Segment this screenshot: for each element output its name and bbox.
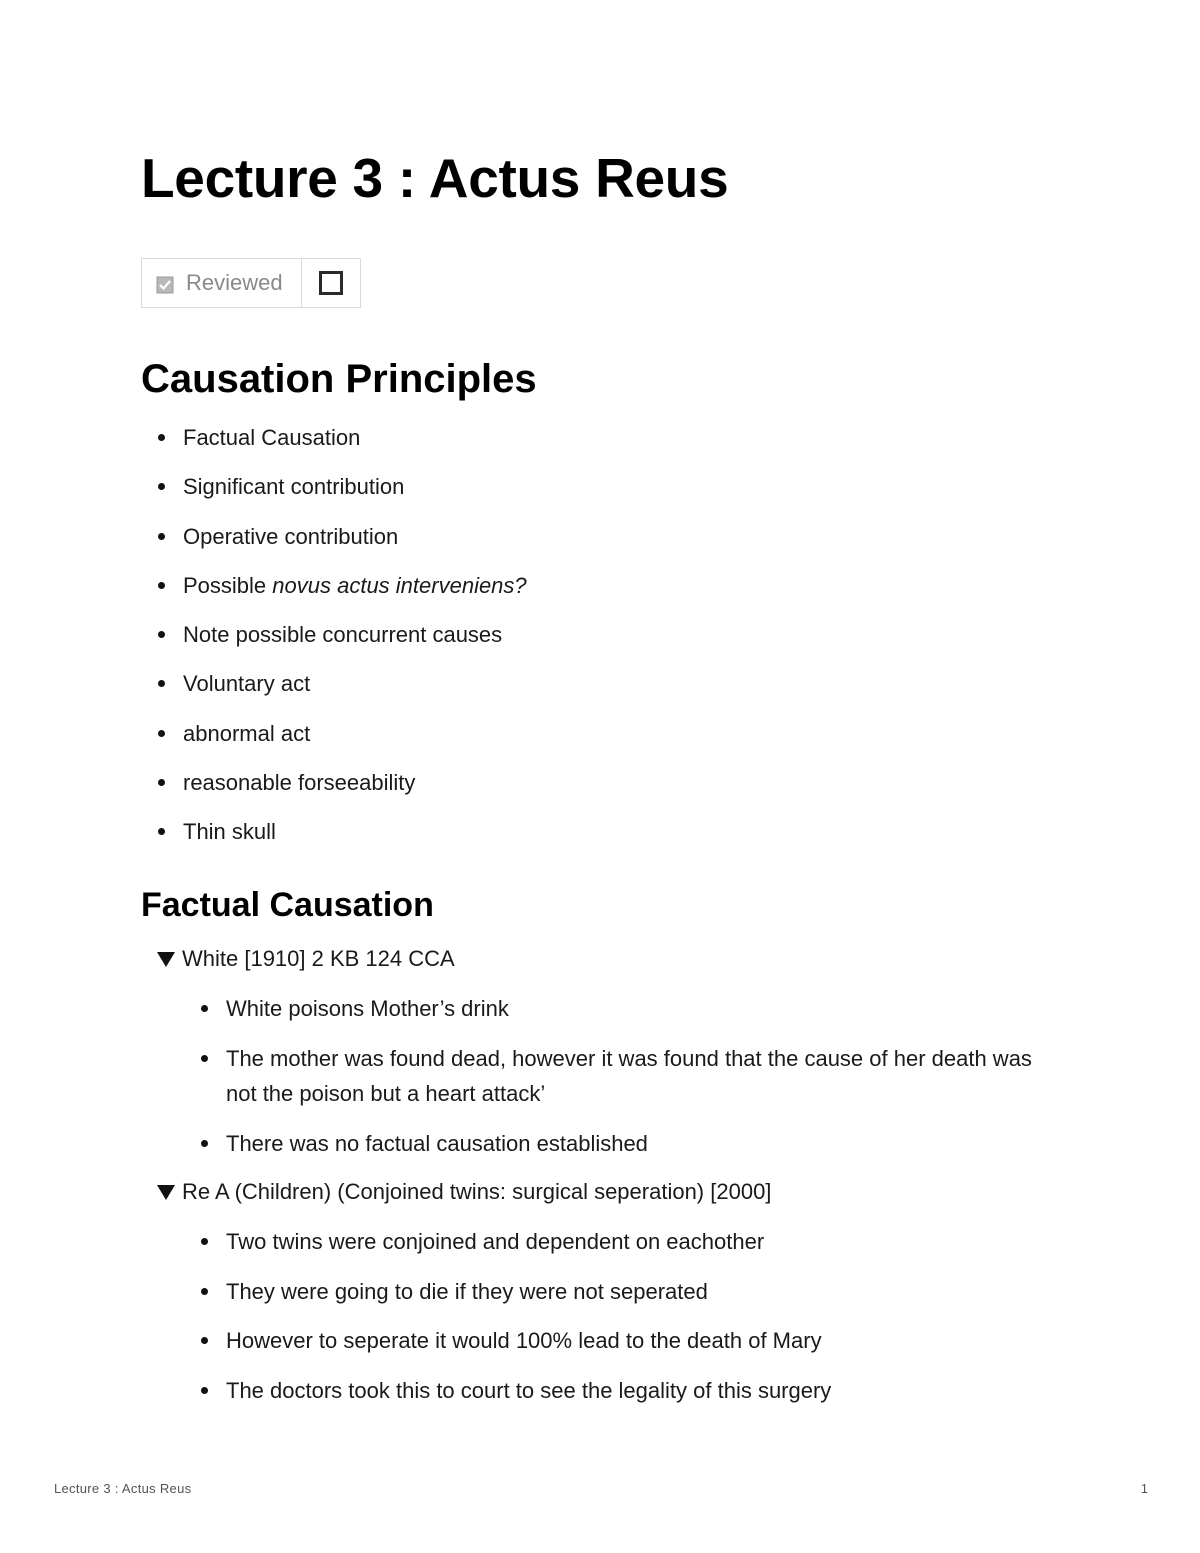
- bullet-icon: [158, 434, 165, 441]
- triangle-down-icon[interactable]: [157, 952, 175, 967]
- property-row: [141, 258, 361, 308]
- bullet-icon: [158, 582, 165, 589]
- list-item: However to seperate it would 100% lead to the death of Mary: [226, 1323, 831, 1358]
- list-item: Two twins were conjoined and dependent on eachother: [226, 1224, 831, 1259]
- list-item: abnormal act: [183, 716, 527, 751]
- bullet-icon: [158, 483, 165, 490]
- toggle-white-case[interactable]: [157, 941, 455, 976]
- bullet-icon: [158, 533, 165, 540]
- bullet-icon: [201, 1337, 208, 1344]
- property-value: [302, 259, 360, 307]
- list-item: They were going to die if they were not seperated: [226, 1274, 831, 1309]
- property-name: [142, 259, 302, 307]
- list-item: The mother was found dead, however it was found that the cause of her death was not the poison but a heart attack’: [226, 1041, 1056, 1111]
- list-item: reasonable forseeability: [183, 765, 527, 800]
- page-number: 1: [1140, 1481, 1148, 1496]
- list-item: Operative contribution: [183, 519, 527, 554]
- bullet-icon: [201, 1140, 208, 1147]
- list-item: Factual Causation: [183, 420, 527, 455]
- bullet-icon: [158, 828, 165, 835]
- list-item: White poisons Mother’s drink: [226, 991, 1056, 1026]
- reviewed-checkbox[interactable]: [319, 271, 343, 295]
- list-item: Significant contribution: [183, 469, 527, 504]
- re-a-case-list: [226, 1224, 831, 1422]
- causation-principles-list: [183, 420, 527, 864]
- bullet-icon: [201, 1005, 208, 1012]
- toggle-title: White [1910] 2 KB 124 CCA: [182, 946, 455, 971]
- bullet-icon: [158, 631, 165, 638]
- checkbox-property-icon: [156, 274, 174, 292]
- toggle-title: Re A (Children) (Conjoined twins: surgical seperation) [2000]: [182, 1179, 772, 1204]
- bullet-icon: [158, 680, 165, 687]
- triangle-down-icon[interactable]: [157, 1185, 175, 1200]
- property-label: Reviewed: [186, 270, 283, 295]
- bullet-icon: [201, 1055, 208, 1062]
- list-item: Possible novus actus interveniens?: [183, 568, 527, 603]
- bullet-icon: [158, 730, 165, 737]
- latin-term: novus actus interveniens?: [272, 572, 527, 598]
- bullet-icon: [158, 779, 165, 786]
- list-item: Voluntary act: [183, 666, 527, 701]
- heading-factual-causation: Factual Causation: [141, 886, 434, 924]
- heading-causation-principles: Causation Principles: [141, 357, 537, 401]
- page-title: Lecture 3 : Actus Reus: [141, 147, 729, 209]
- toggle-re-a-case[interactable]: [157, 1174, 771, 1209]
- footer-title: Lecture 3 : Actus Reus: [54, 1481, 192, 1496]
- list-item: Thin skull: [183, 814, 527, 849]
- list-item: The doctors took this to court to see the legality of this surgery: [226, 1373, 831, 1408]
- list-item: Note possible concurrent causes: [183, 617, 527, 652]
- bullet-icon: [201, 1238, 208, 1245]
- list-item: There was no factual causation established: [226, 1126, 1056, 1161]
- white-case-list: [226, 991, 1056, 1176]
- bullet-icon: [201, 1288, 208, 1295]
- bullet-icon: [201, 1387, 208, 1394]
